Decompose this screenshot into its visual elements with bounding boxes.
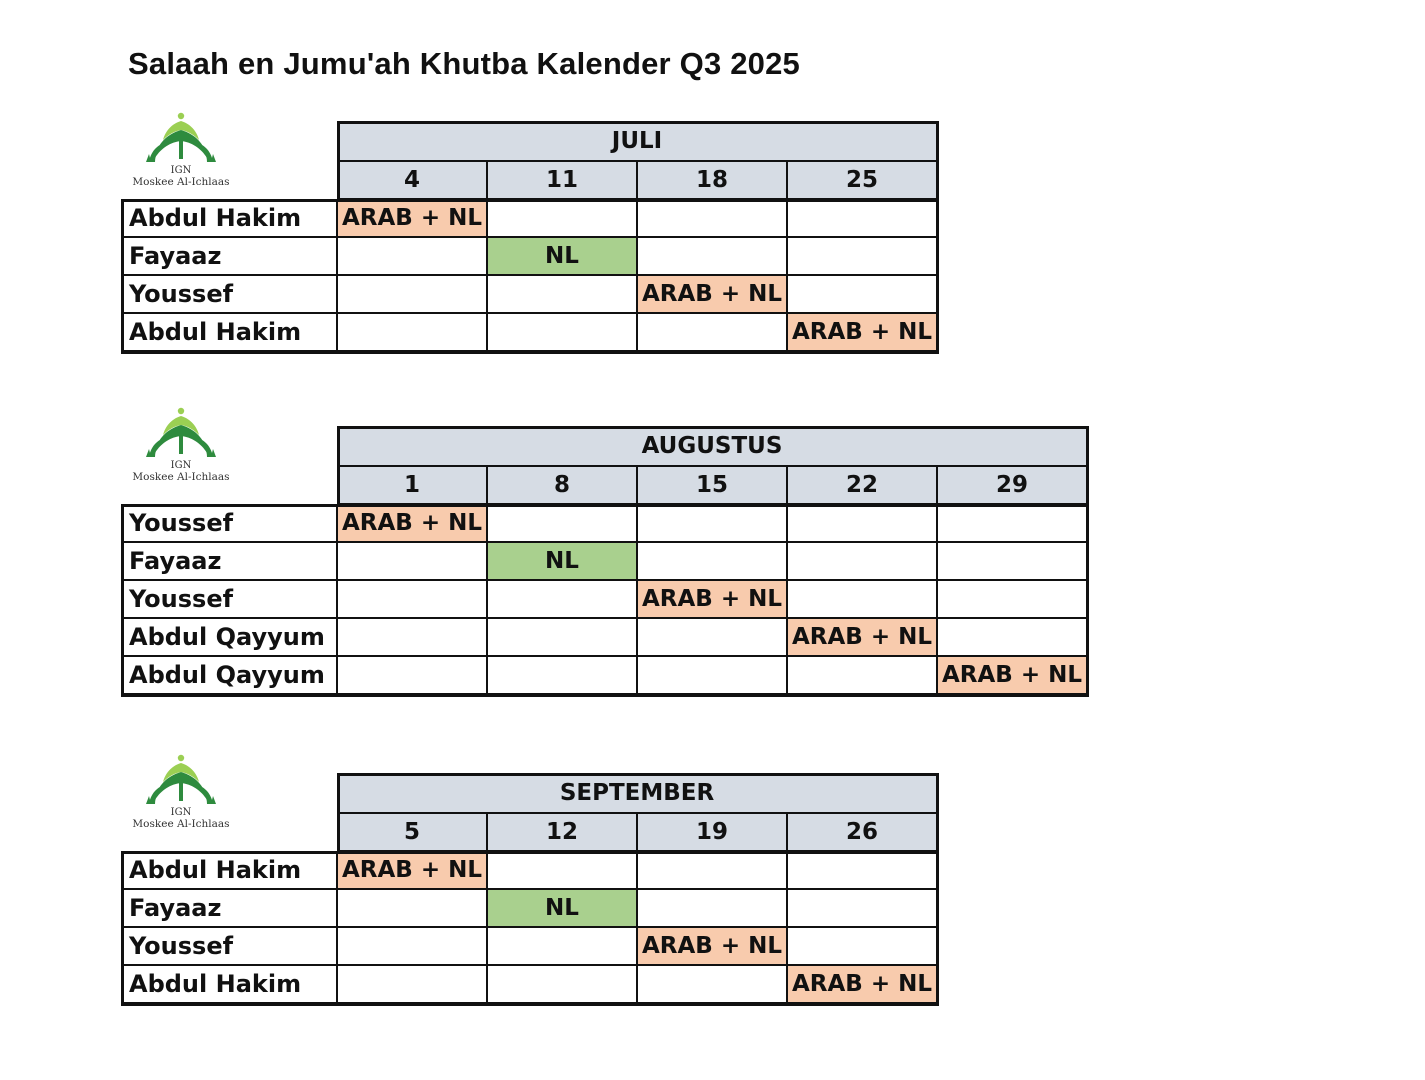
speaker-name: Abdul Hakim: [121, 852, 338, 890]
khutba-language-cell: ARAB + NL: [338, 505, 488, 543]
empty-cell: [638, 200, 788, 238]
mosque-logo-icon: [143, 405, 219, 463]
khutba-language-cell: ARAB + NL: [638, 276, 788, 314]
month-header: JULI: [338, 122, 938, 162]
empty-cell: [938, 505, 1088, 543]
empty-cell: [638, 619, 788, 657]
empty-cell: [638, 505, 788, 543]
empty-cell: [638, 890, 788, 928]
empty-cell: [638, 966, 788, 1004]
mosque-logo: [121, 752, 241, 831]
empty-cell: [488, 276, 638, 314]
empty-cell: [488, 852, 638, 890]
empty-cell: [338, 581, 488, 619]
empty-cell: [638, 314, 788, 352]
speaker-name: Fayaaz: [121, 890, 338, 928]
mosque-logo: [121, 405, 241, 484]
date-header: 8: [488, 467, 638, 505]
empty-cell: [488, 657, 638, 695]
logo-text-ign: IGN: [170, 807, 192, 818]
logo-text-ign: IGN: [170, 460, 192, 471]
date-header: 26: [788, 814, 938, 852]
empty-cell: [788, 200, 938, 238]
month-header: AUGUSTUS: [338, 427, 1088, 467]
empty-cell: [638, 543, 788, 581]
empty-cell: [488, 581, 638, 619]
logo-text-ign: IGN: [170, 165, 192, 176]
mosque-logo: [121, 110, 241, 189]
empty-cell: [488, 505, 638, 543]
empty-cell: [338, 619, 488, 657]
empty-cell: [488, 200, 638, 238]
speaker-name: Youssef: [121, 505, 338, 543]
khutba-language-cell: ARAB + NL: [938, 657, 1088, 695]
logo-text-mosque: Moskee Al-Ichlaas: [132, 818, 230, 830]
khutba-language-cell: ARAB + NL: [638, 928, 788, 966]
khutba-language-cell: ARAB + NL: [788, 966, 938, 1004]
empty-cell: [338, 890, 488, 928]
speaker-name: Youssef: [121, 276, 338, 314]
logo-text-mosque: Moskee Al-Ichlaas: [132, 471, 230, 483]
khutba-language-cell: NL: [488, 543, 638, 581]
empty-cell: [338, 314, 488, 352]
logo-text-mosque: Moskee Al-Ichlaas: [132, 176, 230, 188]
khutba-language-cell: ARAB + NL: [788, 314, 938, 352]
speaker-name: Abdul Hakim: [121, 314, 338, 352]
speaker-name: Youssef: [121, 581, 338, 619]
empty-cell: [788, 581, 938, 619]
empty-cell: [338, 928, 488, 966]
empty-cell: [788, 852, 938, 890]
khutba-language-cell: ARAB + NL: [788, 619, 938, 657]
speaker-name: Youssef: [121, 928, 338, 966]
empty-cell: [938, 543, 1088, 581]
khutba-language-cell: ARAB + NL: [338, 852, 488, 890]
date-header: 11: [488, 162, 638, 200]
empty-cell: [938, 619, 1088, 657]
empty-cell: [488, 928, 638, 966]
mosque-logo-icon: [143, 110, 219, 168]
speaker-name: Abdul Qayyum: [121, 619, 338, 657]
empty-cell: [788, 505, 938, 543]
empty-cell: [488, 314, 638, 352]
empty-cell: [638, 657, 788, 695]
empty-cell: [338, 966, 488, 1004]
date-header: 4: [338, 162, 488, 200]
empty-cell: [788, 928, 938, 966]
empty-cell: [938, 581, 1088, 619]
date-header: 12: [488, 814, 638, 852]
empty-cell: [638, 852, 788, 890]
empty-cell: [788, 657, 938, 695]
khutba-language-cell: NL: [488, 238, 638, 276]
speaker-name: Fayaaz: [121, 543, 338, 581]
empty-cell: [488, 619, 638, 657]
date-header: 29: [938, 467, 1088, 505]
speaker-name: Abdul Hakim: [121, 966, 338, 1004]
mosque-logo-icon: [143, 752, 219, 810]
date-header: 18: [638, 162, 788, 200]
empty-cell: [788, 238, 938, 276]
khutba-language-cell: NL: [488, 890, 638, 928]
page-title: Salaah en Jumu'ah Khutba Kalender Q3 2025: [128, 46, 800, 81]
empty-cell: [338, 543, 488, 581]
empty-cell: [788, 890, 938, 928]
khutba-language-cell: ARAB + NL: [338, 200, 488, 238]
speaker-name: Fayaaz: [121, 238, 338, 276]
date-header: 1: [338, 467, 488, 505]
empty-cell: [338, 238, 488, 276]
empty-cell: [338, 657, 488, 695]
khutba-language-cell: ARAB + NL: [638, 581, 788, 619]
empty-cell: [788, 276, 938, 314]
speaker-name: Abdul Hakim: [121, 200, 338, 238]
speaker-name: Abdul Qayyum: [121, 657, 338, 695]
date-header: 5: [338, 814, 488, 852]
empty-cell: [488, 966, 638, 1004]
month-header: SEPTEMBER: [338, 774, 938, 814]
date-header: 22: [788, 467, 938, 505]
date-header: 15: [638, 467, 788, 505]
empty-cell: [638, 238, 788, 276]
empty-cell: [338, 276, 488, 314]
date-header: 19: [638, 814, 788, 852]
date-header: 25: [788, 162, 938, 200]
empty-cell: [788, 543, 938, 581]
